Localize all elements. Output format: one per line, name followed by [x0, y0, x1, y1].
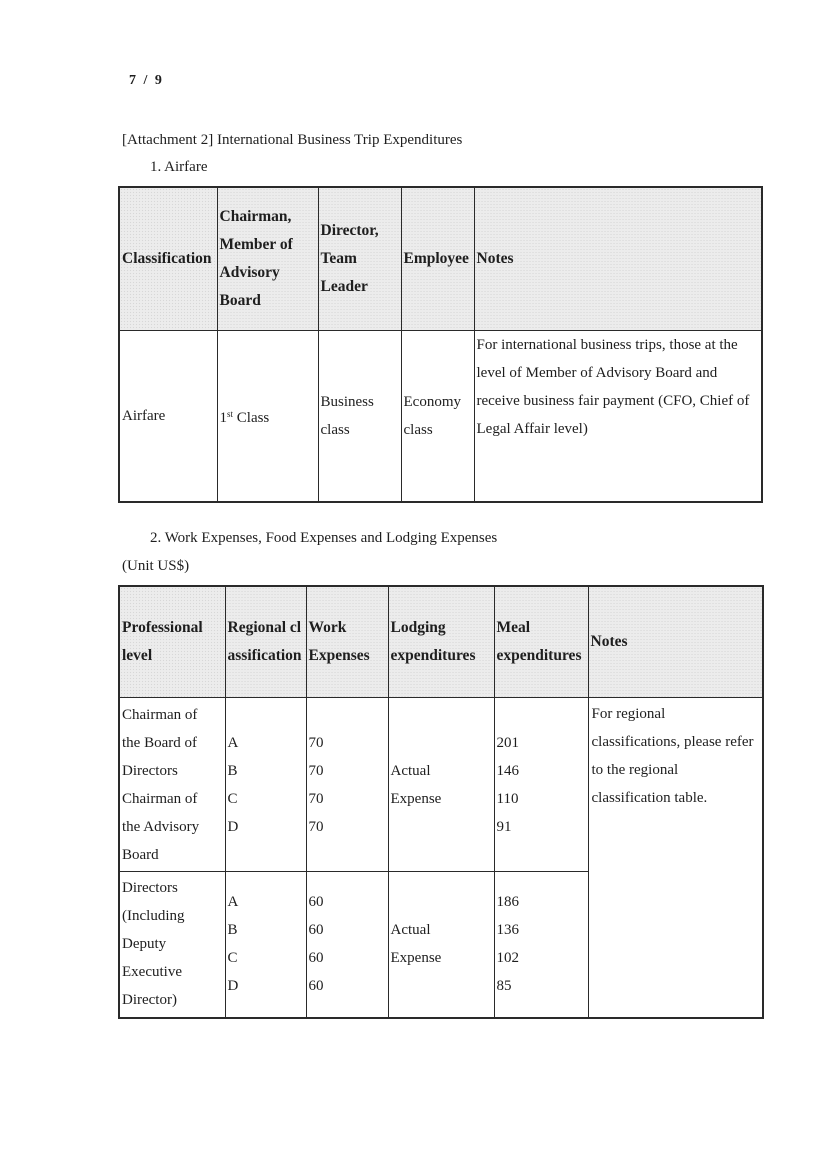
header-employee: Employee	[401, 187, 474, 331]
meal-value: 102	[496, 950, 519, 967]
section2-title: 2. Work Expenses, Food Expenses and Lodging Expenses	[150, 530, 498, 546]
airfare-table	[118, 186, 763, 503]
level-line: Chairman of	[122, 706, 198, 723]
level-line: Directors	[122, 880, 178, 897]
cell-lodging	[388, 872, 494, 1018]
cell-work	[306, 698, 388, 872]
meal-value: 110	[496, 790, 519, 807]
cell-level	[119, 698, 225, 872]
table-row	[119, 331, 762, 503]
cell-chairman	[217, 331, 318, 503]
cell-notes: For international business trips, those at the level of Member of Advisory Board and receive business fair payment (CFO, Chief of Legal Affair level)	[474, 331, 762, 503]
meal-value: 136	[496, 922, 519, 939]
cell-meal	[494, 698, 588, 872]
table-row	[119, 698, 763, 872]
meal-value: 91	[496, 818, 512, 835]
region-value: C	[227, 950, 238, 967]
header-notes: Notes	[588, 586, 763, 698]
lodging-line: Expense	[390, 950, 442, 967]
section1-title: 1. Airfare	[150, 159, 208, 175]
meal-value: 85	[496, 978, 512, 995]
class-number: 1	[219, 410, 227, 426]
cell-employee: Economy class	[401, 331, 474, 503]
work-value: 70	[308, 790, 324, 807]
header-classification: Classification	[119, 187, 217, 331]
level-line: the Advisory	[122, 818, 200, 835]
cell-lodging	[388, 698, 494, 872]
lodging-line: Expense	[390, 790, 442, 807]
meal-value: 201	[496, 734, 519, 751]
header-lodging: Lodging expenditures	[388, 586, 494, 698]
cell-notes: For regional classifications, please refer to the regional classification table.	[588, 698, 763, 1018]
cell-regions	[225, 698, 306, 872]
level-line: Board	[122, 846, 159, 863]
meal-value: 146	[496, 762, 519, 779]
region-value: C	[227, 790, 238, 807]
class-word: Class	[233, 410, 270, 426]
level-line: Directors	[122, 762, 178, 779]
level-line: Director)	[122, 992, 177, 1009]
work-value: 70	[308, 762, 324, 779]
attachment-title: [Attachment 2] International Business Trip Expenditures	[122, 132, 463, 148]
work-value: 70	[308, 734, 324, 751]
header-meal: Meal expenditures	[494, 586, 588, 698]
cell-regions	[225, 872, 306, 1018]
level-line: Executive	[122, 964, 182, 981]
header-notes: Notes	[474, 187, 762, 331]
header-chairman: Chairman, Member of Advisory Board	[217, 187, 318, 331]
expenses-header-row	[119, 586, 763, 698]
region-value: D	[227, 978, 239, 995]
level-line: the Board of	[122, 734, 197, 751]
cell-level	[119, 872, 225, 1018]
ordinal-suffix: st	[227, 409, 234, 419]
lodging-line: Actual	[390, 762, 431, 779]
cell-director: Business class	[318, 331, 401, 503]
level-line: Chairman of	[122, 790, 198, 807]
expenses-table	[118, 585, 764, 1019]
header-director: Director, Team Leader	[318, 187, 401, 331]
work-value: 60	[308, 894, 324, 911]
cell-work	[306, 872, 388, 1018]
region-value: B	[227, 762, 238, 779]
work-value: 60	[308, 950, 324, 967]
level-line: Deputy	[122, 936, 167, 953]
work-value: 60	[308, 922, 324, 939]
page-number: 7 / 9	[129, 73, 164, 88]
header-professional-level: Professional level	[119, 586, 225, 698]
work-value: 70	[308, 818, 324, 835]
region-value: A	[227, 894, 239, 911]
unit-label: (Unit US$)	[122, 558, 190, 574]
header-regional-classification: Regional classification	[225, 586, 306, 698]
cell-meal	[494, 872, 588, 1018]
level-line: (Including	[122, 908, 185, 925]
region-value: B	[227, 922, 238, 939]
region-value: A	[227, 734, 239, 751]
region-value: D	[227, 818, 239, 835]
airfare-header-row	[119, 187, 762, 331]
header-work-expenses: Work Expenses	[306, 586, 388, 698]
work-value: 60	[308, 978, 324, 995]
lodging-line: Actual	[390, 922, 431, 939]
cell-classification: Airfare	[119, 331, 217, 503]
meal-value: 186	[496, 894, 519, 911]
